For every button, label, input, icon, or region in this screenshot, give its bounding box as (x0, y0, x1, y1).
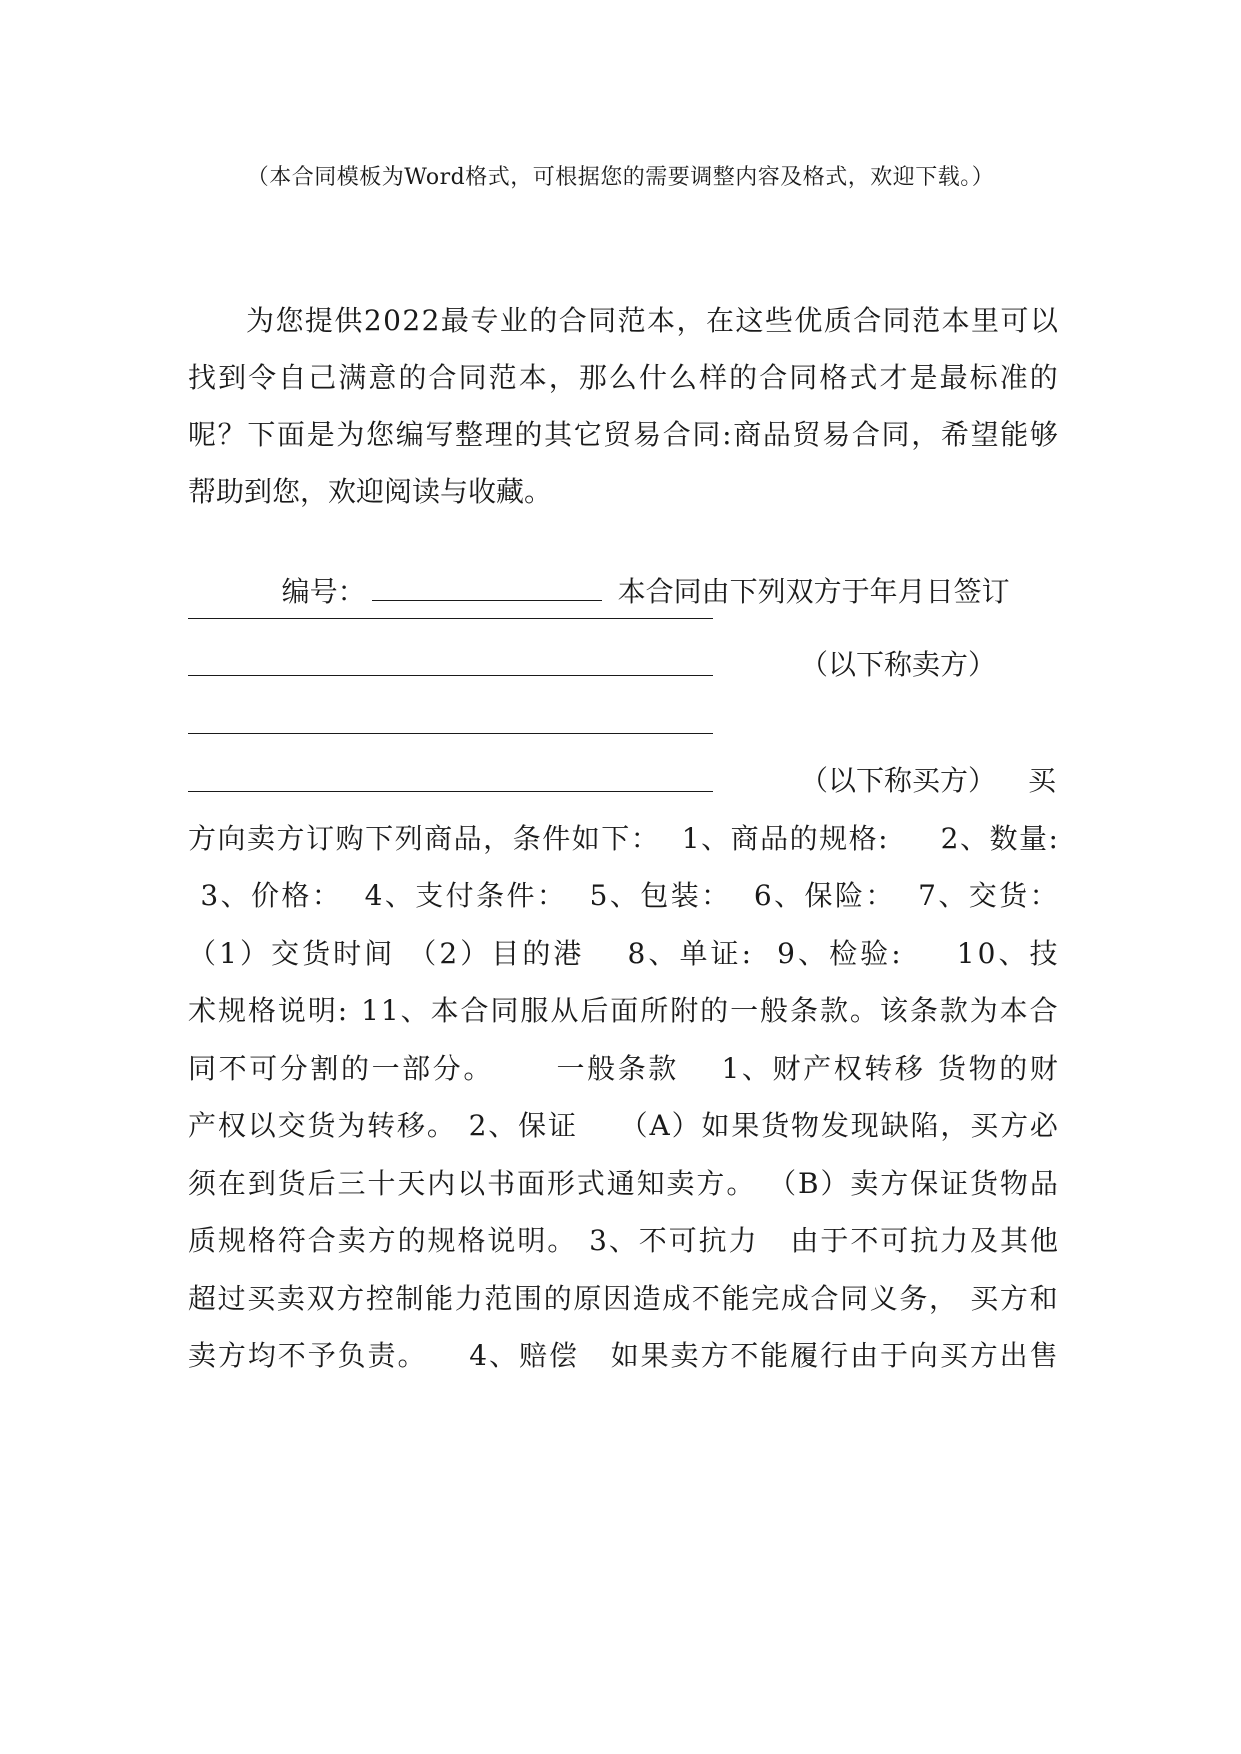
body-line-3: （ 1 ） 交 货 时 间 （ 2 ） 目 的 港 8 、 单 证 : 9 、 检 验 : 1 0 、 技 (188, 937, 1058, 970)
body-line-6: 产 权 以 交 货 为 转 移 。 2 、 保 证 （ A ） 如 果 货 物 发 现 缺 陷 ， 买 方 必 (188, 1109, 1058, 1142)
intro-line-2: 找 到 令 自 己 满 意 的 合 同 范 本 ， 那 么 什 么 样 的 合 同 格 式 才 是 最 标 准 的 (188, 361, 1058, 394)
seller-address-blank-row (188, 645, 713, 685)
buyer-name-blank-row (188, 703, 713, 743)
number-tail: 本合同由下列双方于年月日签订 (617, 575, 1010, 608)
body-line-9: 超 过 买 卖 双 方 控 制 能 力 范 围 的 原 因 造 成 不 能 完 成 合 同 义 务 ， 买 方 和 (188, 1282, 1058, 1315)
buyer-name-blank[interactable] (188, 703, 713, 734)
body-line-4: 术 规 格 说 明 : 1 1 、 本 合 同 服 从 后 面 所 附 的 一 般 条 款 。 该 条 款 为 本 合 (188, 994, 1058, 1027)
body-line-5: 同 不 可 分 割 的 一 部 分 。 一 般 条 款 1 、 财 产 权 转 移 货 物 的 财 (188, 1052, 1058, 1085)
body-line-8: 质 规 格 符 合 卖 方 的 规 格 说 明 。 3 、 不 可 抗 力 由 于 不 可 抗 力 及 其 他 (188, 1224, 1058, 1257)
buyer-address-blank-row (188, 761, 713, 801)
template-note: （本合同模板为Word格式，可根据您的需要调整内容及格式，欢迎下载。） (246, 165, 995, 190)
intro-line-3: 呢 ？ 下 面 是 为 您 编 写 整 理 的 其 它 贸 易 合 同 : 商 品 贸 易 合 同 ， 希 望 能 够 (188, 418, 1058, 451)
seller-name-blank[interactable] (188, 588, 713, 619)
buyer-address-blank[interactable] (188, 761, 713, 792)
seller-label: （以下称卖方） (800, 648, 997, 681)
seller-address-blank[interactable] (188, 645, 713, 676)
seller-name-blank-row (188, 588, 713, 628)
buyer-tail: 买 (1028, 764, 1057, 797)
intro-line-1: 为 您 提 供 2 0 2 2 最 专 业 的 合 同 范 本 ， 在 这 些 优 质 合 同 范 本 里 可 以 (246, 304, 1058, 337)
body-line-10: 卖 方 均 不 予 负 责 。 4 、 赔 偿 如 果 卖 方 不 能 履 行 由 于 向 买 方 出 售 (188, 1339, 1058, 1372)
body-line-1: 方 向 卖 方 订 购 下 列 商 品 ， 条 件 如 下 ： 1 、 商 品 的 规 格 : 2 、 数 量 : (188, 822, 1058, 855)
body-line-7: 须 在 到 货 后 三 十 天 内 以 书 面 形 式 通 知 卖 方 。 （ B ） 卖 方 保 证 货 物 品 (188, 1167, 1058, 1200)
buyer-label: （以下称买方） (800, 764, 997, 797)
body-line-2: 3 、 价 格 ： 4 、 支 付 条 件 ： 5 、 包 装 ： 6 、 保 险 ： 7 、 交 货 ： (200, 879, 1058, 912)
intro-line-4: 帮助到您，欢迎阅读与收藏。 (188, 475, 553, 508)
number-label: 编号： (281, 575, 366, 608)
